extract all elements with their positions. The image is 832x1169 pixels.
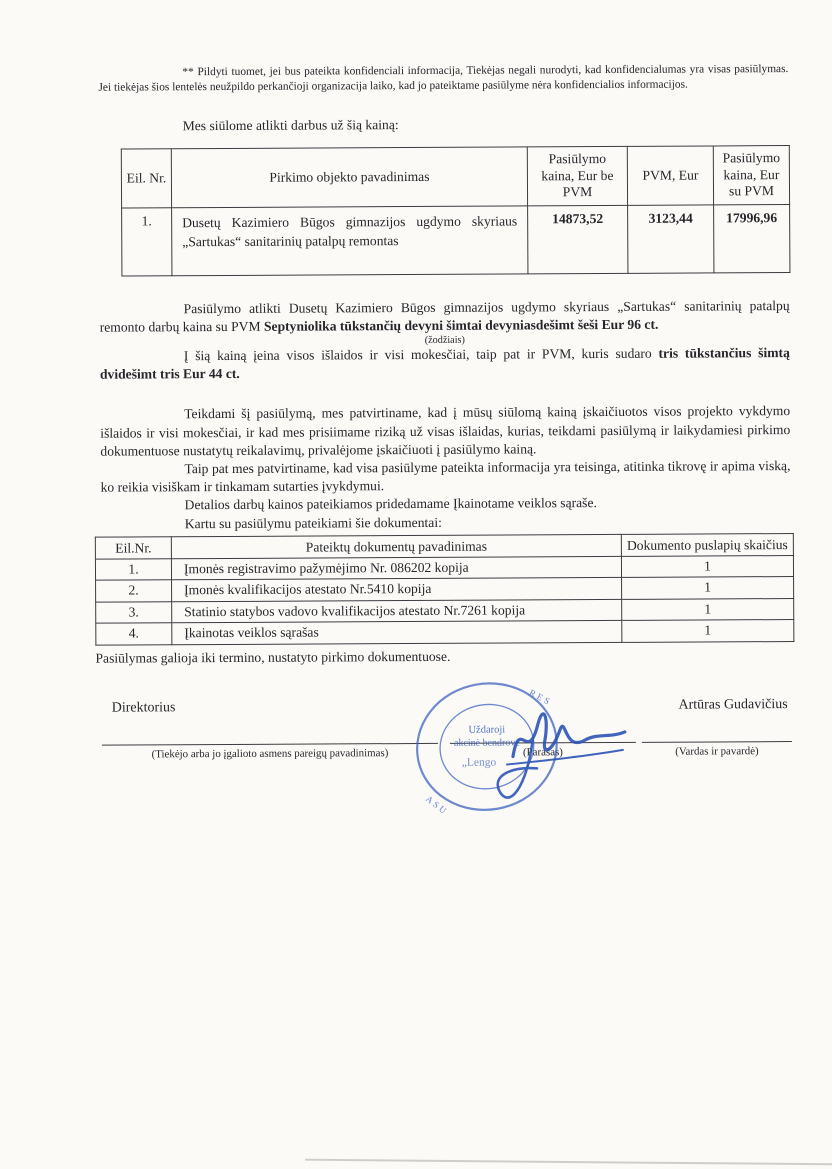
scan-bottom-edge-artifact (305, 1159, 832, 1166)
price-table-header-vat: PVM, Eur (627, 146, 713, 205)
price-in-words-paragraph (100, 297, 790, 337)
zodziais-caption: (žodžiais) (424, 334, 465, 346)
intro-sentence: Mes siūlome atlikti darbus už šią kainą: (182, 117, 399, 134)
documents-table-header-pages: Dokumento puslapių skaičius (621, 533, 793, 556)
price-table-header-nr: Eil. Nr. (121, 149, 171, 208)
price-row-price-with-vat: 17996,96 (714, 204, 790, 272)
doc-row-pages: 1 (621, 555, 793, 577)
detailed-prices-note: Detalios darbų kainos pateikiamos pridedamame Įkainotame veiklos sąraše. (184, 495, 597, 513)
signer-name: Artūras Gudavičius (678, 696, 788, 713)
price-table-header-price-with-vat: Pasiūlymo kaina, Eur su PVM (713, 146, 789, 205)
price-table-header-price-no-vat: Pasiūlymo kaina, Eur be PVM (527, 146, 627, 205)
confirmation-paragraph-2: Taip pat mes patvirtiname, kad visa pasiūlyme pateikta informacija yra teisinga, atitinka tikrovę ir apima viską, ko reikia visiškam ir tinkamam sutarties įvykdymui. (100, 457, 791, 495)
doc-row-nr: 1. (95, 559, 171, 581)
price-row-price-no-vat: 14873,52 (528, 205, 628, 274)
doc-row-name: Įmonės kvalifikacijos atestato Nr.5410 kopija (172, 578, 622, 602)
documents-table (95, 533, 795, 646)
doc-row-nr: 2. (96, 580, 172, 602)
stamp-text-line1: Uždaroji (468, 724, 506, 736)
documents-table-header-name: Pateiktų dokumentų pavadinimas (171, 534, 621, 558)
price-row-object-name: Dusetų Kazimiero Būgos gimnazijos ugdymo skyriaus „Sartukas“ sanitarinių patalpų remontas (172, 205, 528, 275)
vat-in-words-paragraph (100, 344, 790, 384)
signature-caption-left: (Tiekėjo arba jo įgalioto asmens pareigų pavadinimas) (102, 743, 438, 762)
validity-statement: Pasiūlymas galioja iki termino, nustatyto pirkimo dokumentuose. (95, 648, 451, 666)
doc-row-nr: 4. (96, 623, 172, 645)
signature-caption-right: (Vardas ir pavardė) (642, 741, 792, 759)
vat-in-words-bold: tris tūkstančius šimtą dvidešimt tris Eur 44 ct. (99, 344, 790, 382)
price-table-header-row (121, 146, 789, 208)
doc-row-pages: 1 (622, 620, 794, 642)
doc-row-name: Įkainotas veiklos sąrašas (172, 621, 622, 645)
stamp-arc-top-text: RES (527, 687, 554, 708)
documents-table-header-nr: Eil.Nr. (95, 537, 171, 559)
stamp-text-line3: „Lengo (461, 756, 497, 769)
price-row-vat: 3123,44 (628, 204, 714, 272)
confidentiality-disclaimer: ** Pildyti tuomet, jei bus pateikta konfidenciali informacija, Tiekėjas negali nurodyti, kad konfidencialumas yra visas pasiūlymas. Jei tiekėjas šios lentelės neužpildo perkančioji organizacija laiko, kad jo pateiktame pasiūlyme nėra konfidencialios informacijos. (98, 63, 789, 94)
signature-names-row (102, 697, 792, 717)
stamp-text-line2: akcinė bendrovė (453, 737, 520, 749)
price-table (121, 145, 791, 276)
doc-row-nr: 3. (96, 602, 172, 624)
confirmation-paragraph-1: Teikdami šį pasiūlymą, mes patvirtiname, kad į mūsų siūlomą kainą įskaičiuotos visos projekto vykdymo išlaidos ir visi mokesčiai, ir kad mes prisiimame riziką už visas išlaidas, kurias, teikdami pasiūlymą ir laikydamiesi pirkimo dokumentuose nustatytų reikalavimų, privalėjome įskaičiuoti į pasiūlymo kainą. (100, 403, 791, 459)
doc-row-name: Įmonės registravimo pažymėjimo Nr. 086202 kopija (171, 556, 621, 580)
attached-documents-note: Kartu su pasiūlymu pateikiami šie dokumentai: (184, 514, 442, 531)
price-in-words-normal: Pasiūlymo atlikti Dusetų Kazimiero Būgos gimnazijos ugdymo skyriaus „Sartukas“ sanitarinių patalpų remonto darbų kaina su PVM (99, 297, 790, 335)
table-row (122, 204, 790, 275)
doc-row-pages: 1 (622, 577, 794, 599)
signer-position: Direktorius (111, 699, 176, 716)
price-row-nr: 1. (122, 207, 172, 275)
price-in-words-bold: Septyniolika tūkstančių devyni šimtai devyniasdešimt šeši Eur 96 ct. (263, 316, 659, 334)
vat-in-words-normal: Į šią kainą įeina visos išlaidos ir visi mokesčiai, taip pat ir PVM, kuris sudaro (183, 345, 659, 364)
price-table-header-name: Pirkimo objekto pavadinimas (171, 147, 527, 207)
doc-row-pages: 1 (622, 598, 794, 620)
signature-caption-middle: (Parašas) (450, 742, 636, 760)
stamp-arc-bottom-text: ASU (423, 793, 451, 817)
table-row (96, 620, 794, 645)
doc-row-name: Statinio statybos vadovo kvalifikacijos atestato Nr.7261 kopija (172, 599, 622, 623)
